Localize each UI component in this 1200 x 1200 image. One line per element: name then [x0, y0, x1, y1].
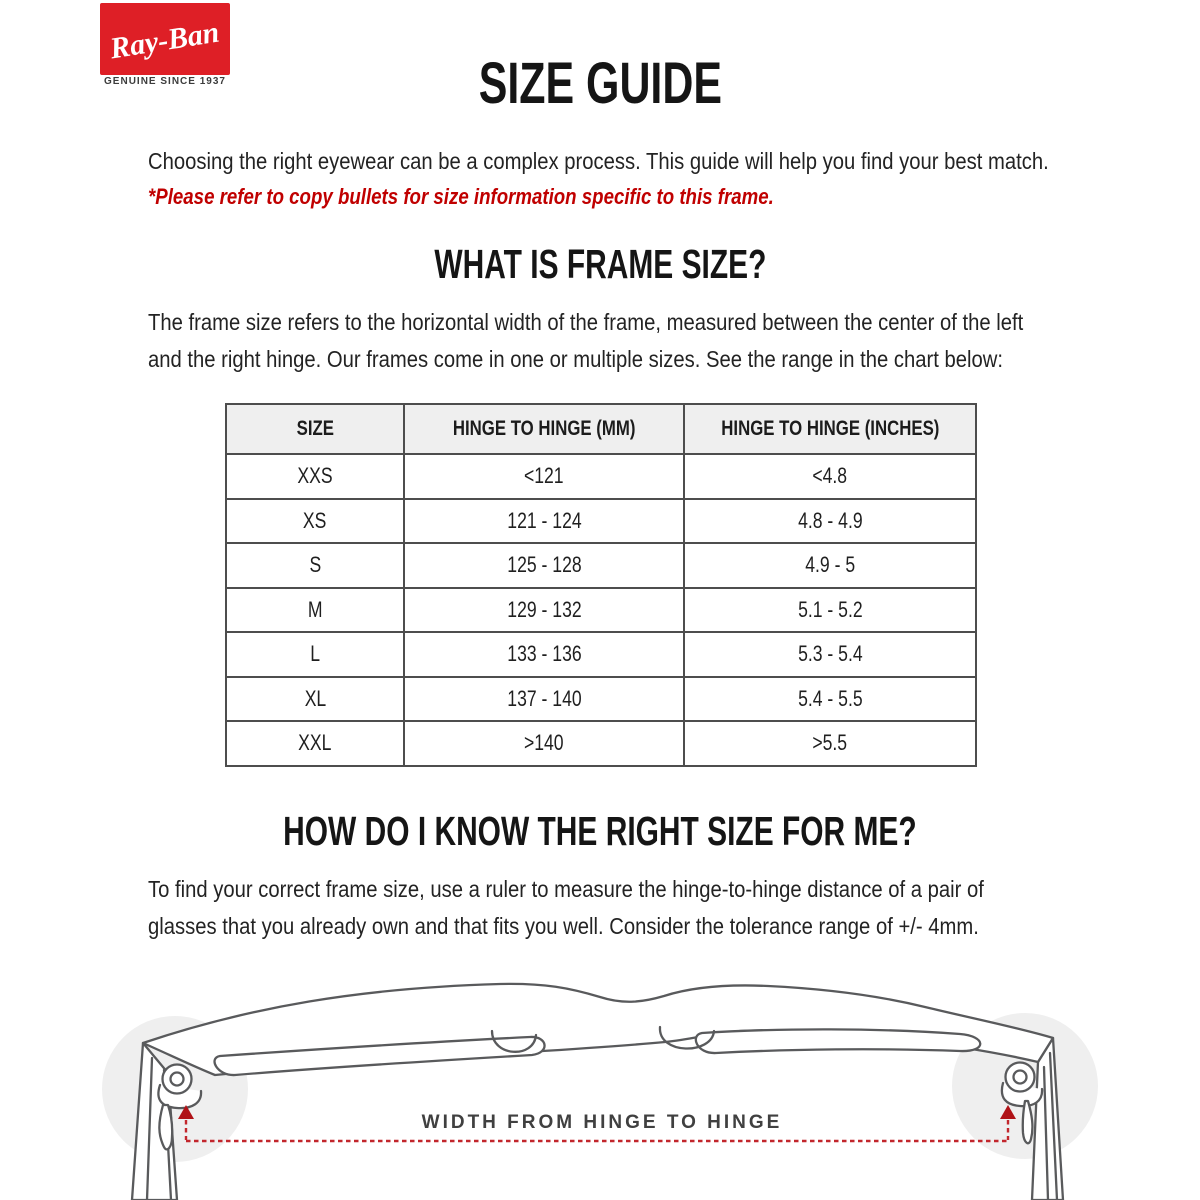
mm-cell: 137 - 140 — [404, 677, 684, 722]
inches-cell: <4.8 — [684, 454, 976, 499]
inches-cell: 4.9 - 5 — [684, 543, 976, 588]
mm-cell: 121 - 124 — [404, 499, 684, 544]
glasses-line-art — [132, 984, 1063, 1200]
size-cell: S — [226, 543, 404, 588]
size-cell: XL — [226, 677, 404, 722]
table-row — [226, 588, 976, 633]
page-title: SIZE GUIDE — [478, 51, 722, 116]
table-row — [226, 677, 976, 722]
table-row — [226, 632, 976, 677]
size-cell: XXS — [226, 454, 404, 499]
section-heading-right-size: HOW DO I KNOW THE RIGHT SIZE FOR ME? — [283, 808, 917, 854]
size-cell: L — [226, 632, 404, 677]
header-inches: HINGE TO HINGE (INCHES) — [684, 404, 976, 454]
table-row — [226, 543, 976, 588]
intro-paragraph — [148, 143, 1172, 180]
inches-cell: 5.1 - 5.2 — [684, 588, 976, 633]
right-size-line-1: To find your correct frame size, use a ruler to measure the hinge-to-hinge distance of a pair of — [148, 876, 984, 902]
logo-script-text: Ray-Ban — [107, 15, 222, 66]
right-size-paragraph — [148, 871, 1098, 945]
frame-size-paragraph — [148, 304, 1143, 378]
brand-tagline: GENUINE SINCE 1937 — [104, 76, 226, 87]
table-row — [226, 721, 976, 766]
note-paragraph — [148, 184, 902, 210]
inches-cell: >5.5 — [684, 721, 976, 766]
mm-cell: 125 - 128 — [404, 543, 684, 588]
diagram-label: WIDTH FROM HINGE TO HINGE — [421, 1112, 783, 1133]
inches-cell: 4.8 - 4.9 — [684, 499, 976, 544]
size-cell: XS — [226, 499, 404, 544]
mm-cell: 129 - 132 — [404, 588, 684, 633]
inches-cell: 5.3 - 5.4 — [684, 632, 976, 677]
header-mm: HINGE TO HINGE (MM) — [404, 404, 684, 454]
inches-cell: 5.4 - 5.5 — [684, 677, 976, 722]
section-heading-frame-size: WHAT IS FRAME SIZE? — [434, 241, 766, 287]
mm-cell: >140 — [404, 721, 684, 766]
size-table — [225, 403, 977, 767]
frame-note-text: *Please refer to copy bullets for size information specific to this frame. — [148, 184, 774, 209]
mm-cell: 133 - 136 — [404, 632, 684, 677]
frame-size-line-1: The frame size refers to the horizontal width of the frame, measured between the center of the left — [148, 309, 1024, 335]
header-size: SIZE — [226, 404, 404, 454]
intro-text: Choosing the right eyewear can be a complex process. This guide will help you find your best match. — [148, 148, 1049, 174]
size-cell: M — [226, 588, 404, 633]
size-cell: XXL — [226, 721, 404, 766]
hinge-width-diagram — [0, 955, 1200, 1200]
table-row — [226, 454, 976, 499]
mm-cell: <121 — [404, 454, 684, 499]
table-row — [226, 499, 976, 544]
frame-size-line-2: and the right hinge. Our frames come in one or multiple sizes. See the range in the chart below: — [148, 346, 1004, 372]
table-header-row — [226, 404, 976, 454]
right-size-line-2: glasses that you already own and that fits you well. Consider the tolerance range of +/- 4mm. — [148, 913, 979, 939]
